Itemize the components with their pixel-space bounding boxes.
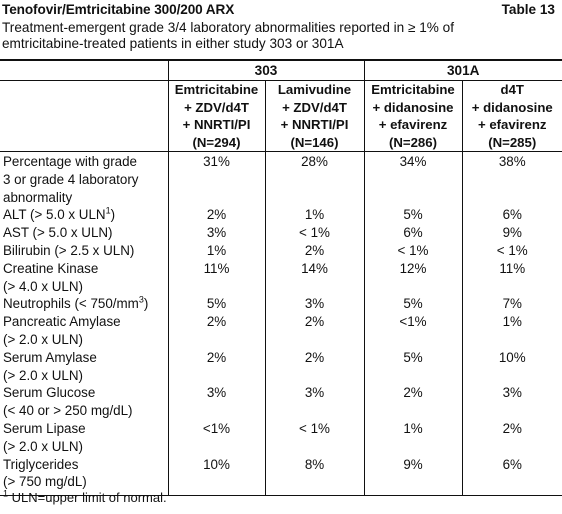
arm-sample-size: (N=294) <box>192 134 241 150</box>
table-row <box>0 152 562 207</box>
lab-test-label-line <box>3 367 168 385</box>
lab-test-label-text: Creatine Kinase <box>3 260 99 276</box>
lab-test-label <box>0 349 168 385</box>
percentage-cell: 11% <box>168 260 265 296</box>
lab-test-label-line <box>3 313 168 331</box>
percentage-cell: 9% <box>364 456 462 496</box>
lab-test-label-text: (> 2.0 x ULN) <box>3 331 83 347</box>
lab-test-label-line <box>3 438 168 456</box>
percentage-cell: 14% <box>265 260 364 296</box>
lab-test-label-line <box>3 331 168 349</box>
arm-regimen-line: Emtricitabine <box>371 82 455 97</box>
percentage-cell: <1% <box>168 420 265 456</box>
lab-test-label-text: Neutrophils (< 750/mm <box>3 296 139 312</box>
lab-test-label-text: abnormality <box>3 189 73 205</box>
lab-test-label-line <box>3 349 168 367</box>
lab-test-label-text: Serum Lipase <box>3 420 86 436</box>
arm-regimen-line: + ZDV/d4T <box>282 99 347 115</box>
footnote <box>3 490 167 505</box>
percentage-cell: 2% <box>364 384 462 420</box>
lab-test-label-line <box>3 171 168 189</box>
percentage-cell: 2% <box>265 349 364 385</box>
table-row <box>0 384 562 420</box>
lab-test-label-text: AST (> 5.0 x ULN) <box>3 225 113 241</box>
arm-regimen-line: Lamivudine <box>277 82 352 97</box>
percentage-cell: 5% <box>364 349 462 385</box>
percentage-cell: < 1% <box>265 224 364 242</box>
table-row <box>0 420 562 456</box>
lab-test-label <box>0 313 168 349</box>
percentage-cell: < 1% <box>265 420 364 456</box>
lab-test-label-text: Bilirubin (> 2.5 x ULN) <box>3 242 135 258</box>
document-title: Tenofovir/Emtricitabine 300/200 ARX <box>2 2 235 17</box>
arm-regimen-line: + efavirenz <box>378 117 448 132</box>
lab-test-label-line <box>3 402 168 420</box>
table-row <box>0 260 562 296</box>
table-row <box>0 206 562 224</box>
arm-regimen-line: d4T <box>500 82 524 97</box>
lab-test-label-text: (> 2.0 x ULN) <box>3 438 83 454</box>
treatment-arm-header <box>364 81 462 152</box>
lab-test-label <box>0 224 168 242</box>
lab-test-label-line <box>3 242 168 260</box>
study-303-header: 303 <box>168 60 364 81</box>
percentage-cell: 10% <box>168 456 265 496</box>
footnote-reference: 1 <box>105 205 111 216</box>
lab-test-label-text: Pancreatic Amylase <box>3 314 121 330</box>
lab-test-label-line <box>3 420 168 438</box>
percentage-cell: 9% <box>462 224 562 242</box>
percentage-cell: 5% <box>168 295 265 313</box>
lab-test-label <box>0 295 168 313</box>
lab-test-label-line <box>3 295 168 313</box>
lab-test-label-line <box>3 384 168 402</box>
treatment-arm-header-row <box>0 81 562 152</box>
lab-test-label-text: (< 40 or > 250 mg/dL) <box>3 403 133 419</box>
lab-test-label-text: Serum Glucose <box>3 385 96 401</box>
arm-regimen-line: + NNRTI/PI <box>280 117 349 132</box>
percentage-cell: 5% <box>364 206 462 224</box>
treatment-arm-header <box>265 81 364 152</box>
lab-test-label <box>0 206 168 224</box>
lab-test-label-line <box>3 189 168 207</box>
lab-test-label <box>0 152 168 207</box>
table-row <box>0 224 562 242</box>
lab-test-label-text: Serum Amylase <box>3 349 97 365</box>
lab-test-label-text: (> 4.0 x ULN) <box>3 278 83 294</box>
percentage-cell: 12% <box>364 260 462 296</box>
lab-test-label-line <box>3 473 168 491</box>
percentage-cell: 6% <box>462 456 562 496</box>
arm-regimen-line: Emtricitabine <box>174 82 259 97</box>
percentage-cell: 1% <box>168 242 265 260</box>
study-header-row <box>0 60 562 81</box>
lab-test-label-text: Percentage with grade <box>3 154 137 169</box>
percentage-cell: 3% <box>168 384 265 420</box>
lab-test-label-line <box>3 153 168 171</box>
lab-test-label-line <box>3 260 168 278</box>
arm-regimen-line: + ZDV/d4T <box>184 99 249 115</box>
lab-test-label <box>0 242 168 260</box>
percentage-cell: 38% <box>462 152 562 207</box>
percentage-cell: 10% <box>462 349 562 385</box>
study-301a-header: 301A <box>364 60 562 81</box>
lab-test-label-line <box>3 206 168 224</box>
treatment-arm-header <box>168 81 265 152</box>
percentage-cell: 7% <box>462 295 562 313</box>
lab-test-label-text: (> 750 mg/dL) <box>3 474 87 490</box>
percentage-cell: 1% <box>462 313 562 349</box>
arm-regimen-line: + NNRTI/PI <box>182 117 251 132</box>
lab-test-label-text: ) <box>143 296 149 312</box>
lab-test-label-text: (> 2.0 x ULN) <box>3 367 83 383</box>
arm-regimen-line: + efavirenz <box>477 117 547 132</box>
percentage-cell: 3% <box>265 295 364 313</box>
percentage-cell: 3% <box>168 224 265 242</box>
lab-abnormalities-table <box>0 59 562 496</box>
footnote-reference: 3 <box>138 294 144 305</box>
arm-sample-size: (N=146) <box>290 134 339 150</box>
treatment-arm-header <box>462 81 562 152</box>
lab-test-label-line <box>3 278 168 296</box>
percentage-cell: 2% <box>168 206 265 224</box>
table-number: Table 13 <box>501 2 555 17</box>
percentage-cell: 2% <box>168 313 265 349</box>
percentage-cell: 31% <box>168 152 265 207</box>
percentage-cell: 3% <box>265 384 364 420</box>
lab-test-label-line <box>3 224 168 242</box>
lab-test-label <box>0 420 168 456</box>
lab-test-label-text: ) <box>110 207 116 223</box>
percentage-cell: 34% <box>364 152 462 207</box>
percentage-cell: 11% <box>462 260 562 296</box>
table-row <box>0 242 562 260</box>
arm-regimen-line: + didanosine <box>471 99 553 115</box>
percentage-cell: <1% <box>364 313 462 349</box>
percentage-cell: 5% <box>364 295 462 313</box>
percentage-cell: 6% <box>364 224 462 242</box>
footnote-marker: 1 <box>3 488 9 499</box>
percentage-cell: 28% <box>265 152 364 207</box>
percentage-cell: 6% <box>462 206 562 224</box>
lab-test-label <box>0 384 168 420</box>
row-label-header <box>0 60 168 81</box>
footnote-text: ULN=upper limit of normal. <box>8 490 167 505</box>
percentage-cell: < 1% <box>462 242 562 260</box>
table-row <box>0 349 562 385</box>
percentage-cell: 8% <box>265 456 364 496</box>
arm-regimen-line: + didanosine <box>372 99 454 115</box>
row-label-header-blank <box>0 81 168 152</box>
lab-test-label-text: 3 or grade 4 laboratory <box>3 171 139 187</box>
table-subtitle: Treatment-emergent grade 3/4 laboratory abnormalities reported in ≥ 1% of emtricitabine-treated patients in either study 303 or 301A <box>2 20 455 51</box>
lab-test-label-text: ALT (> 5.0 x ULN <box>3 207 106 223</box>
percentage-cell: 2% <box>462 420 562 456</box>
table-body <box>0 152 562 496</box>
table-row <box>0 313 562 349</box>
percentage-cell: 2% <box>265 313 364 349</box>
table-row <box>0 295 562 313</box>
percentage-cell: 1% <box>265 206 364 224</box>
arm-sample-size: (N=286) <box>388 134 437 150</box>
percentage-cell: 3% <box>462 384 562 420</box>
percentage-cell: 1% <box>364 420 462 456</box>
percentage-cell: 2% <box>265 242 364 260</box>
percentage-cell: < 1% <box>364 242 462 260</box>
percentage-cell: 2% <box>168 349 265 385</box>
lab-test-label-line <box>3 456 168 474</box>
lab-test-label-text: Triglycerides <box>3 456 79 472</box>
arm-sample-size: (N=285) <box>488 134 537 150</box>
lab-test-label <box>0 260 168 296</box>
